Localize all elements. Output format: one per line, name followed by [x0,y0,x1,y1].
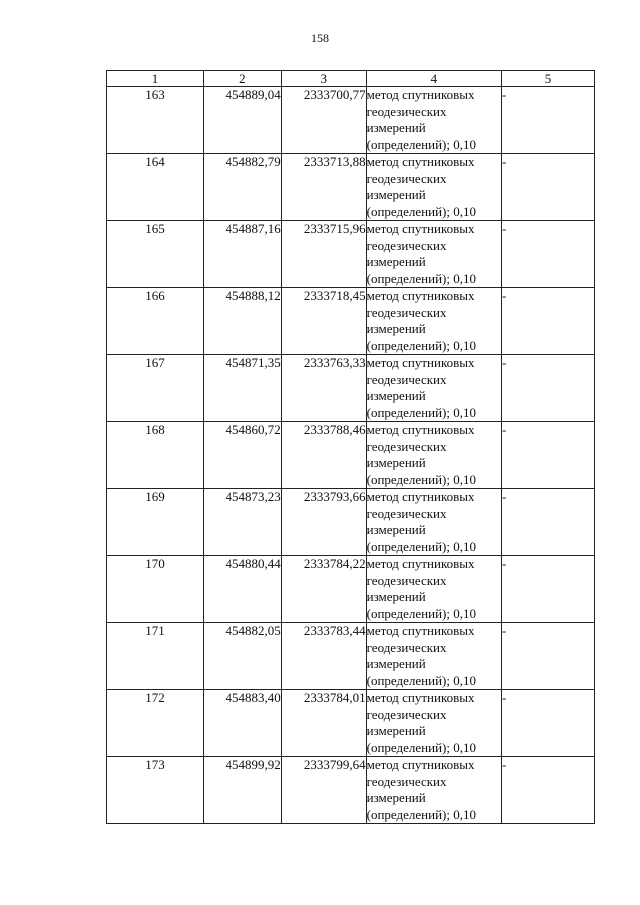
x-coordinate-cell: 454880,44 [203,556,281,623]
method-line: геодезических [366,505,447,521]
x-coordinate-cell: 454889,04 [203,87,281,154]
method-line: геодезических [366,438,447,454]
method-line: (определений); 0,10 [366,739,476,755]
y-coordinate-cell: 2333713,88 [281,154,366,221]
column-header-5: 5 [502,71,595,87]
method-line: измерений [366,656,426,671]
column-header-1: 1 [107,71,204,87]
y-coordinate-cell: 2333784,01 [281,690,366,757]
method-line: геодезических [366,170,447,186]
method-line: измерений [366,589,426,604]
method-cell [366,556,501,623]
method-line: геодезических [366,706,447,722]
method-cell [366,221,501,288]
x-coordinate-cell: 454899,92 [203,757,281,824]
note-cell: - [502,221,595,288]
method-line: метод спутниковых [366,154,475,169]
note-cell: - [502,489,595,556]
table-row [107,623,595,690]
method-line: геодезических [366,103,447,119]
point-number-cell: 169 [107,489,204,556]
note-cell: - [502,355,595,422]
note-cell: - [502,422,595,489]
method-line: измерений [366,723,426,738]
method-line: метод спутниковых [366,757,475,772]
point-number-cell: 163 [107,87,204,154]
note-cell: - [502,154,595,221]
x-coordinate-cell: 454871,35 [203,355,281,422]
point-number-cell: 170 [107,556,204,623]
y-coordinate-cell: 2333784,22 [281,556,366,623]
method-line: измерений [366,388,426,403]
x-coordinate-cell: 454873,23 [203,489,281,556]
method-cell [366,154,501,221]
table-row [107,757,595,824]
method-cell [366,288,501,355]
method-line: метод спутниковых [366,489,475,504]
method-line: измерений [366,455,426,470]
table-row [107,556,595,623]
table-row [107,355,595,422]
method-line: (определений); 0,10 [366,337,476,353]
point-number-cell: 164 [107,154,204,221]
table-row [107,154,595,221]
method-line: измерений [366,120,426,135]
table-row [107,87,595,154]
method-line: (определений); 0,10 [366,538,476,554]
table-row [107,422,595,489]
method-line: метод спутниковых [366,221,475,236]
point-number-cell: 173 [107,757,204,824]
method-line: геодезических [366,304,447,320]
table-header [107,71,595,87]
point-number-cell: 172 [107,690,204,757]
method-line: (определений); 0,10 [366,270,476,286]
method-cell [366,422,501,489]
method-line: (определений); 0,10 [366,136,476,152]
method-line: метод спутниковых [366,623,475,638]
method-line: геодезических [366,237,447,253]
method-line: (определений); 0,10 [366,672,476,688]
method-line: метод спутниковых [366,422,475,437]
method-cell [366,623,501,690]
note-cell: - [502,288,595,355]
note-cell: - [502,87,595,154]
note-cell: - [502,757,595,824]
point-number-cell: 171 [107,623,204,690]
method-line: метод спутниковых [366,355,475,370]
note-cell: - [502,623,595,690]
y-coordinate-cell: 2333700,77 [281,87,366,154]
table-row [107,489,595,556]
x-coordinate-cell: 454882,79 [203,154,281,221]
method-line: (определений); 0,10 [366,806,476,822]
column-header-4: 4 [366,71,501,87]
method-line: измерений [366,522,426,537]
table-row [107,221,595,288]
method-line: (определений); 0,10 [366,471,476,487]
method-line: метод спутниковых [366,87,475,102]
method-line: измерений [366,254,426,269]
point-number-cell: 165 [107,221,204,288]
method-cell [366,489,501,556]
method-line: геодезических [366,639,447,655]
method-line: геодезических [366,371,447,387]
method-line: метод спутниковых [366,690,475,705]
x-coordinate-cell: 454882,05 [203,623,281,690]
method-line: измерений [366,187,426,202]
y-coordinate-cell: 2333788,46 [281,422,366,489]
method-line: измерений [366,321,426,336]
y-coordinate-cell: 2333799,64 [281,757,366,824]
method-cell [366,757,501,824]
y-coordinate-cell: 2333715,96 [281,221,366,288]
y-coordinate-cell: 2333783,44 [281,623,366,690]
method-line: измерений [366,790,426,805]
method-line: (определений); 0,10 [366,605,476,621]
table-body [107,87,595,824]
column-header-2: 2 [203,71,281,87]
method-line: геодезических [366,773,447,789]
method-cell [366,87,501,154]
x-coordinate-cell: 454888,12 [203,288,281,355]
method-line: геодезических [366,572,447,588]
method-line: (определений); 0,10 [366,203,476,219]
table-row [107,690,595,757]
table-row [107,288,595,355]
y-coordinate-cell: 2333793,66 [281,489,366,556]
coordinates-table [106,70,595,824]
page-number: 158 [311,31,329,45]
y-coordinate-cell: 2333718,45 [281,288,366,355]
method-cell [366,355,501,422]
x-coordinate-cell: 454887,16 [203,221,281,288]
method-line: метод спутниковых [366,288,475,303]
y-coordinate-cell: 2333763,33 [281,355,366,422]
note-cell: - [502,690,595,757]
method-cell [366,690,501,757]
point-number-cell: 168 [107,422,204,489]
point-number-cell: 167 [107,355,204,422]
point-number-cell: 166 [107,288,204,355]
x-coordinate-cell: 454883,40 [203,690,281,757]
method-line: (определений); 0,10 [366,404,476,420]
column-header-3: 3 [281,71,366,87]
method-line: метод спутниковых [366,556,475,571]
x-coordinate-cell: 454860,72 [203,422,281,489]
header-row [107,71,595,87]
note-cell: - [502,556,595,623]
